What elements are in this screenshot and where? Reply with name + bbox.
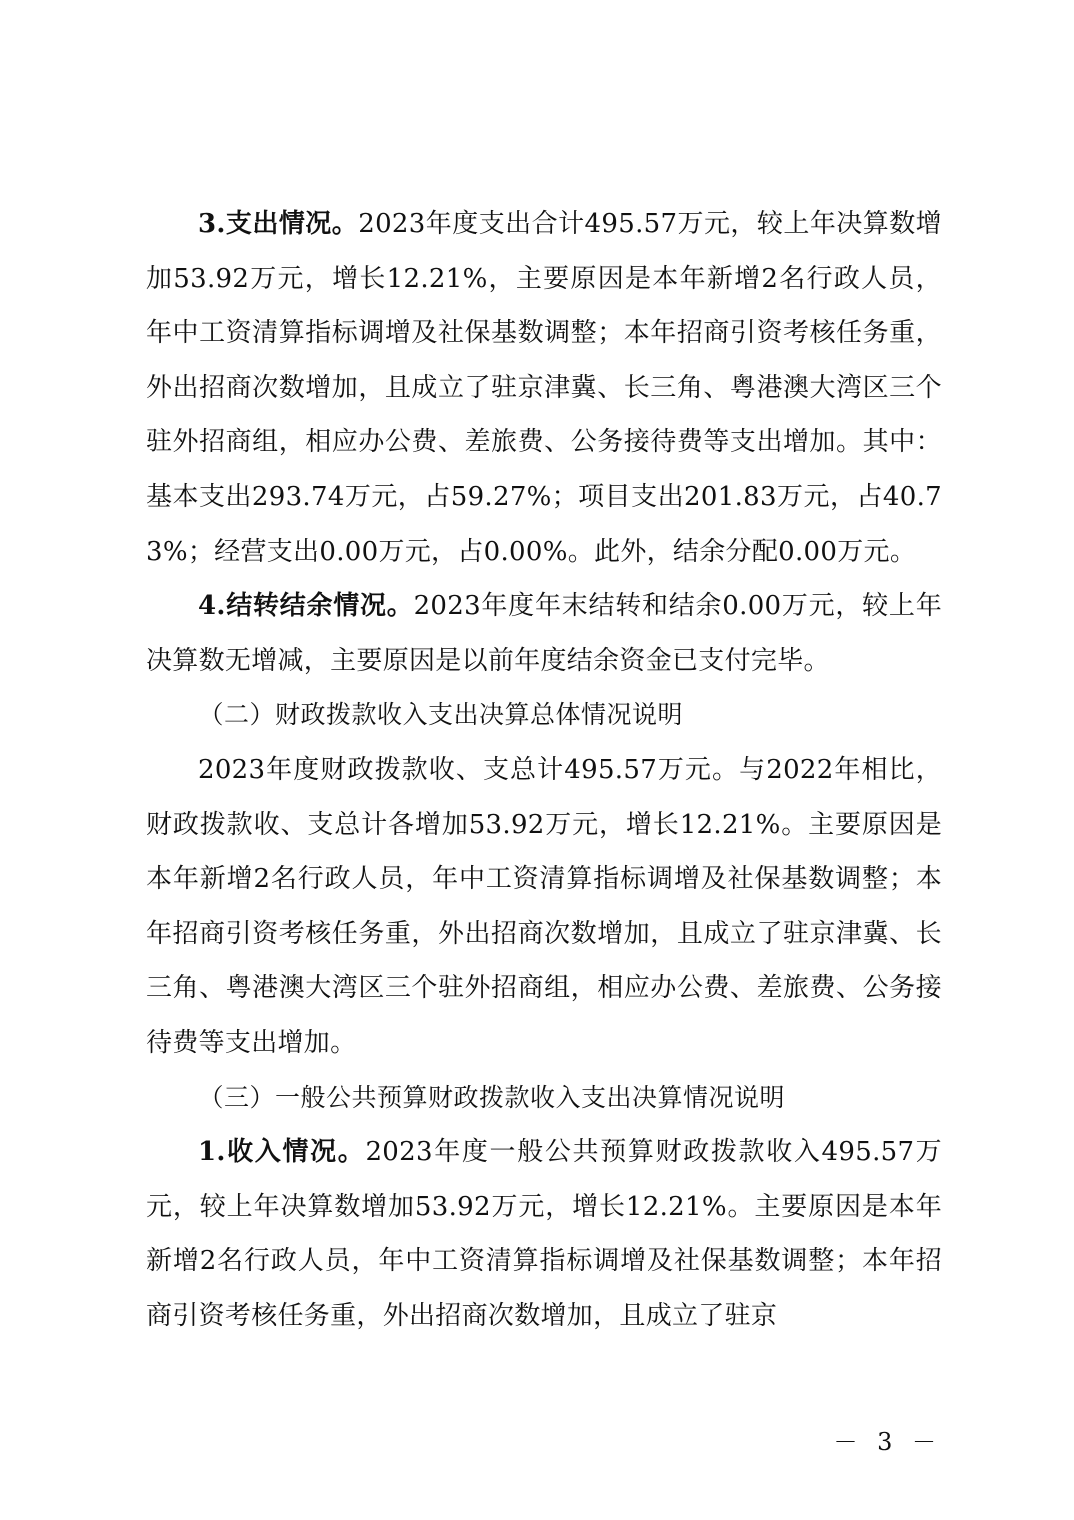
- paragraph-fiscal-overview: [146, 743, 942, 1071]
- paragraph-carryover: [146, 579, 942, 688]
- paragraph-income: [146, 1125, 942, 1343]
- document-body: [146, 197, 942, 1343]
- paragraph-text: 2023年度年末结转和结余0.00万元，较上年决算数无增减，主要原因是以前年度结余资金已支付完毕。: [146, 591, 942, 676]
- page-number: － 3 －: [833, 1428, 942, 1456]
- section-heading-general-budget: （三）一般公共预算财政拨款收入支出决算情况说明: [198, 1082, 786, 1112]
- paragraph-text: 2023年度财政拨款收、支总计495.57万元。与2022年相比，财政拨款收、支总计各增加53.92万元，增长12.21%。主要原因是本年新增2名行政人员，年中工资清算指标调增及社保基数调整；本年招商引资考核任务重，外出招商次数增加，且成立了驻京津冀、长三角、粤港澳大湾区三个驻外招商组，相应办公费、差旅费、公务接待费等支出增加。: [146, 754, 942, 1058]
- paragraph-text: 2023年度支出合计495.57万元，较上年决算数增加53.92万元，增长12.21%，主要原因是本年新增2名行政人员，年中工资清算指标调增及社保基数调整；本年招商引资考核任务重，外出招商次数增加，且成立了驻京津冀、长三角、粤港澳大湾区三个驻外招商组，相应办公费、差旅费、公务接待费等支出增加。其中：基本支出293.74万元，占59.27%；项目支出201.83万元，占40.73%；经营支出0.00万元，占0.00%。此外，结余分配0.00万元。: [146, 209, 942, 567]
- paragraph-heading: 3.支出情况。: [198, 209, 359, 239]
- paragraph-heading: 1.收入情况。: [198, 1137, 366, 1168]
- paragraph-text: 2023年度一般公共预算财政拨款收入495.57万元，较上年决算数增加53.92万元，增长12.21%。主要原因是本年新增2名行政人员，年中工资清算指标调增及社保基数调整；本年招商引资考核任务重，外出招商次数增加，且成立了驻京: [146, 1137, 942, 1331]
- paragraph-heading: 4.结转结余情况。: [198, 591, 414, 622]
- section-heading-fiscal-overview: （二）财政拨款收入支出决算总体情况说明: [198, 700, 684, 730]
- paragraph-expenditure: [146, 197, 942, 579]
